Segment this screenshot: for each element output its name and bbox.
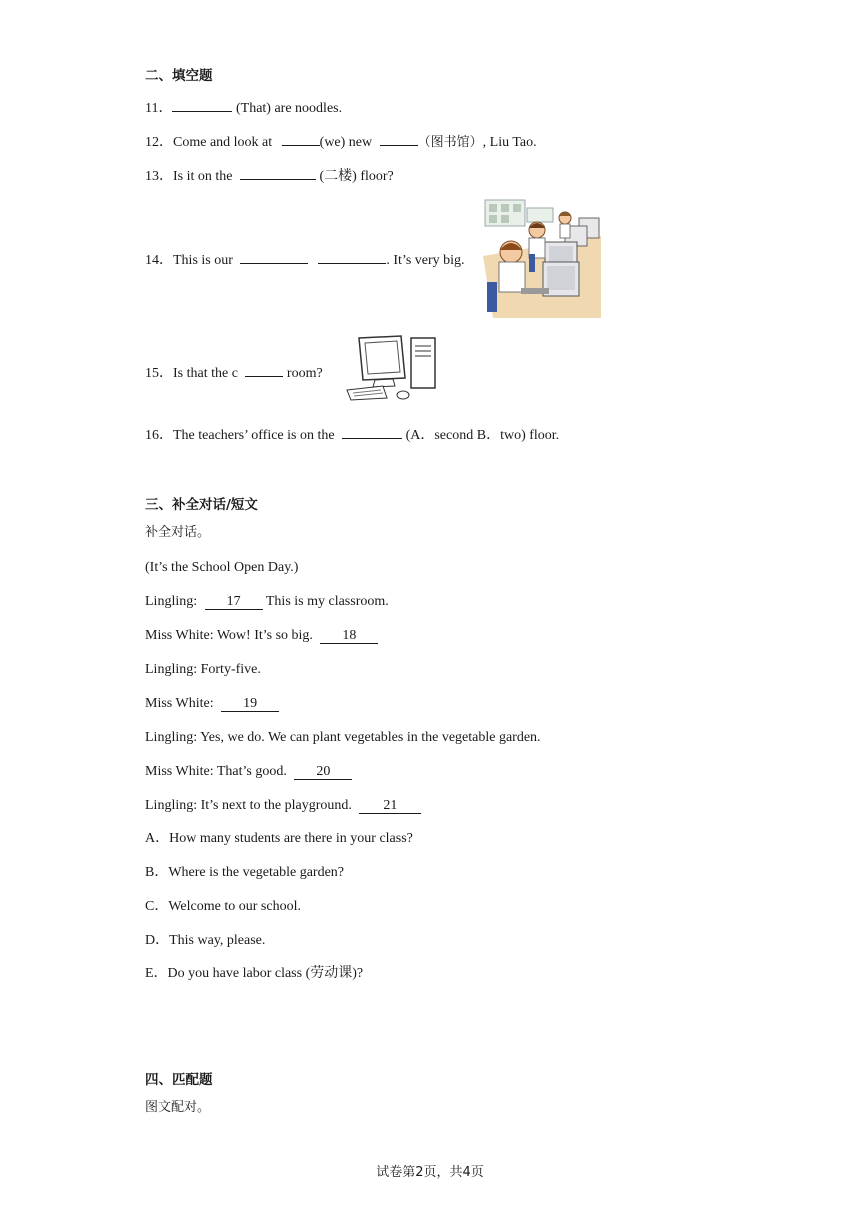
section-heading-dialogue: 三、补全对话/短文 — [145, 497, 258, 513]
question-13 — [145, 165, 394, 186]
answer-blank-19[interactable]: 19 — [221, 696, 279, 712]
dialogue-text: This is my classroom. — [262, 594, 389, 609]
answer-blank[interactable] — [318, 249, 386, 264]
matching-instruction: 图文配对。 — [145, 1100, 211, 1115]
page-footer: 试卷第2页，共4页 — [376, 1165, 484, 1180]
dialogue-line — [145, 797, 421, 815]
question-text: Is that the c — [173, 366, 242, 381]
question-text: The teachers’ office is on the — [173, 428, 339, 443]
question-text: . It’s very big. — [386, 253, 465, 268]
option-e: E．Do you have labor class (劳动课)? — [145, 966, 364, 981]
dialogue-line: Lingling: Forty-five. — [145, 662, 261, 677]
chinese-hint: （图书馆） — [417, 135, 483, 150]
computer-classroom-illustration — [483, 196, 601, 318]
question-text: (二楼) floor? — [316, 169, 394, 184]
answer-blank-21[interactable]: 21 — [359, 798, 421, 814]
question-number: 13． — [145, 169, 173, 184]
question-number: 16． — [145, 428, 173, 443]
dialogue-line — [145, 593, 389, 611]
option-c: C．Welcome to our school. — [145, 899, 301, 914]
option-a: A．How many students are there in your class? — [145, 831, 413, 846]
answer-blank[interactable] — [380, 131, 418, 146]
question-text: Come and look at — [173, 135, 276, 150]
question-number: 15． — [145, 366, 173, 381]
dialogue-line — [145, 695, 279, 713]
question-text: This is our — [173, 253, 237, 268]
question-text: (That) are noodles. — [232, 101, 343, 116]
option-b: B．Where is the vegetable garden? — [145, 865, 345, 880]
answer-blank[interactable] — [245, 362, 283, 377]
answer-blank[interactable] — [240, 249, 308, 264]
answer-blank[interactable] — [172, 97, 232, 112]
answer-blank[interactable] — [342, 424, 402, 439]
question-12 — [145, 131, 537, 152]
answer-blank-17[interactable]: 17 — [205, 594, 263, 610]
answer-blank-20[interactable]: 20 — [294, 764, 352, 780]
question-number: 12． — [145, 135, 173, 150]
section-heading-fill-in: 二、填空题 — [145, 68, 213, 84]
dialogue-line — [145, 763, 352, 781]
question-16 — [145, 424, 559, 445]
dialogue-context: (It’s the School Open Day.) — [145, 560, 299, 575]
dialogue-text: Miss White: — [145, 696, 218, 711]
option-d: D．This way, please. — [145, 933, 266, 948]
question-text: Is it on the — [173, 169, 236, 184]
question-text: (we) new — [319, 135, 376, 150]
question-text: (A．second B．two) floor. — [402, 428, 560, 443]
dialogue-text: Miss White: That’s good. — [145, 764, 291, 779]
question-text: room? — [283, 366, 323, 381]
question-14 — [145, 249, 465, 270]
answer-blank[interactable] — [282, 131, 320, 146]
dialogue-text: Lingling: — [145, 594, 201, 609]
desktop-computer-illustration — [345, 334, 439, 402]
question-number: 11． — [145, 101, 173, 116]
dialogue-line — [145, 627, 378, 645]
dialogue-text: Lingling: It’s next to the playground. — [145, 798, 356, 813]
question-15 — [145, 362, 323, 383]
question-text: , Liu Tao. — [482, 135, 537, 150]
answer-blank[interactable] — [240, 165, 316, 180]
section-heading-matching: 四、匹配题 — [145, 1072, 213, 1088]
dialogue-line: Lingling: Yes, we do. We can plant vegetables in the vegetable garden. — [145, 730, 541, 745]
answer-blank-18[interactable]: 18 — [320, 628, 378, 644]
dialogue-instruction: 补全对话。 — [145, 525, 211, 540]
question-11 — [145, 97, 342, 118]
dialogue-text: Miss White: Wow! It’s so big. — [145, 628, 317, 643]
question-number: 14． — [145, 253, 173, 268]
